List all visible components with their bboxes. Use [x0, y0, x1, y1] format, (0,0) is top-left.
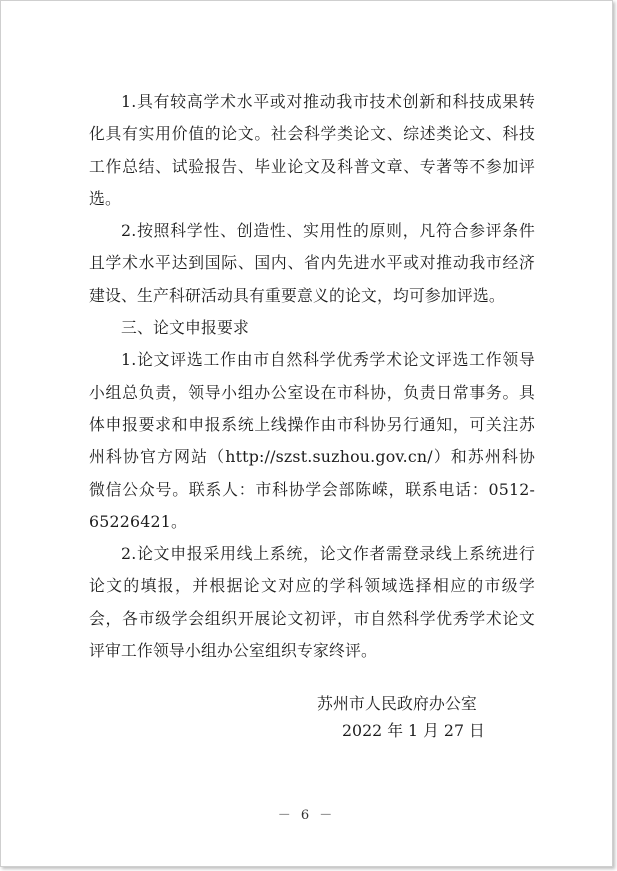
- paragraph-criteria-2: 2.按照科学性、创造性、实用性的原则，凡符合参评条件且学术水平达到国际、国内、省内先进水平或对推动我市经济建设、生产科研活动具有重要意义的论文，均可参加评选。: [89, 221, 535, 305]
- paragraph-submission-1: 1.论文评选工作由市自然科学优秀学术论文评选工作领导小组总负责，领导小组办公室设在市科协，负责日常事务。具体申报要求和申报系统上线操作由市科协另行通知，可关注苏州科协官方网站（http://szst.suzhou.gov.cn/）和苏州科协微信公众号。联系人：市科协学会部陈嵘，联系电话：0512-65226421。: [89, 350, 535, 531]
- signature-date: 2022 年 1 月 27 日: [342, 721, 485, 740]
- document-body: [89, 86, 535, 667]
- paragraph-submission-2: 2.论文申报采用线上系统，论文作者需登录线上系统进行论文的填报，并根据论文对应的学科领域选择相应的市级学会，各市级学会组织开展论文初评，市自然科学优秀学术论文评审工作领导小组办公室组织专家终评。: [89, 544, 535, 661]
- paragraph-criteria-1: 1.具有较高学术水平或对推动我市技术创新和科技成果转化具有实用价值的论文。社会科学类论文、综述类论文、科技工作总结、试验报告、毕业论文及科普文章、专著等不参加评选。: [89, 92, 535, 208]
- page-number: － 6 －: [277, 808, 336, 823]
- signature-organization: 苏州市人民政府办公室: [317, 694, 477, 713]
- section-heading-submission: 三、论文申报要求: [121, 318, 249, 338]
